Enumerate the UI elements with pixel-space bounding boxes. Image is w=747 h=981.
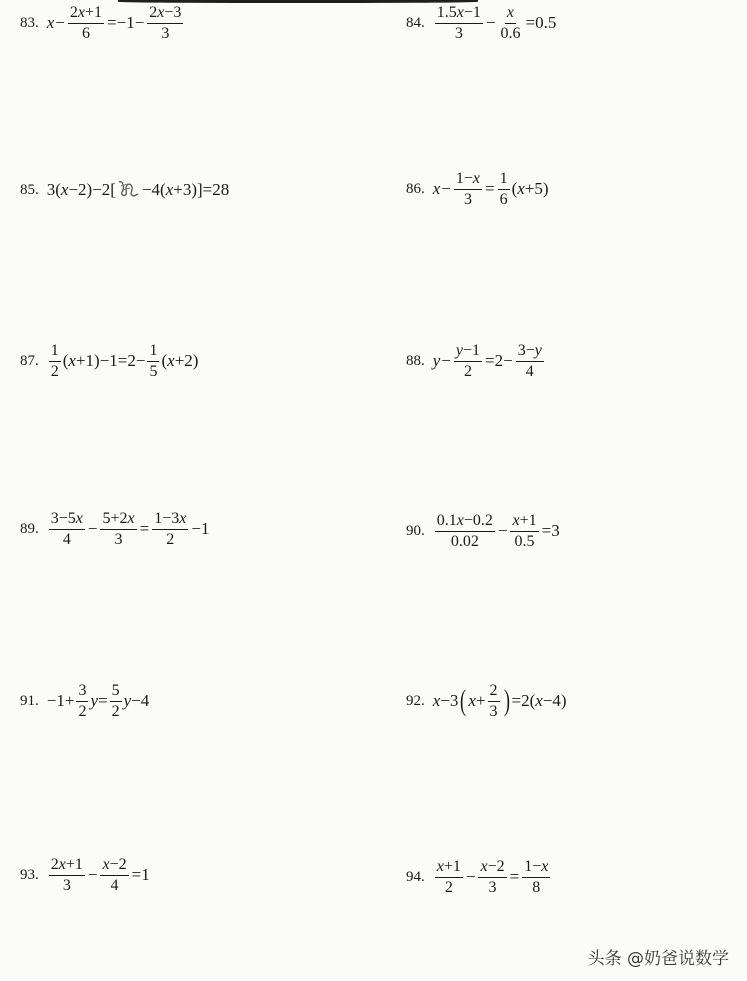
- problem-87: [20, 342, 198, 380]
- problem-84: [406, 4, 557, 42]
- problem-number: 86.: [406, 180, 425, 197]
- watermark: 头条 @奶爸说数学: [587, 949, 729, 969]
- problem-92: [406, 682, 567, 720]
- equation: $\frac{3-5x}{4}$ − $\frac{5+2x}{3}$ = $\frac{1-3x}{2}$ −1: [50, 510, 210, 548]
- equation: x − $\frac{1-x}{3}$ = $\frac{1}{6}$ ( x +5): [432, 170, 549, 208]
- equation: $\frac{1.5x-1}{3}$ − $\frac{x}{0.6}$ =0.5: [436, 4, 557, 42]
- equation: $\frac{x+1}{2}$ − $\frac{x-2}{3}$ = $\frac{1-x}{8}$: [436, 858, 549, 896]
- problem-number: 89.: [20, 520, 39, 537]
- problem-number: 85.: [20, 181, 39, 198]
- problem-94: [406, 858, 552, 896]
- problem-number: 87.: [20, 352, 39, 369]
- equation: $\frac{0.1x-0.2}{0.02}$ − $\frac{x+1}{0.5}$ =3: [436, 512, 560, 550]
- top-border-line: [118, 0, 478, 3]
- problem-number: 94.: [406, 868, 425, 885]
- problem-number: 83.: [20, 14, 39, 31]
- equation: −1+ $\frac{3}{2}$ y = $\frac{5}{2}$ y −4: [46, 682, 150, 720]
- problem-89: [20, 510, 210, 548]
- problem-88: [406, 342, 546, 380]
- problem-86: [406, 170, 549, 208]
- problem-85: [20, 178, 229, 202]
- equation: x −3 ( x + $\frac{2}{3}$ ) =2( x −4): [432, 682, 567, 720]
- problem-number: 84.: [406, 14, 425, 31]
- equation: $\frac{2x+1}{3}$ − $\frac{x-2}{4}$ =1: [50, 856, 150, 894]
- equation: x − $\frac{2x+1}{6}$ =−1− $\frac{2x-3}{3}$: [46, 4, 182, 42]
- problem-83: [20, 4, 185, 42]
- problem-90: [406, 512, 561, 550]
- problem-number: 93.: [20, 866, 39, 883]
- equation: 3( x −2)−2[ −4( x +3)]=28: [47, 178, 230, 202]
- equation: $\frac{1}{2}$ ( x +1)−1=2− $\frac{1}{5}$ ( x +2): [50, 342, 199, 380]
- problem-number: 91.: [20, 692, 39, 709]
- problem-93: [20, 856, 151, 894]
- problem-number: 90.: [406, 522, 425, 539]
- problem-number: 92.: [406, 692, 425, 709]
- problem-91: [20, 682, 149, 720]
- problem-number: 88.: [406, 352, 425, 369]
- pencil-scribble-mark: [116, 178, 142, 202]
- equation: y − $\frac{y-1}{2}$ =2− $\frac{3-y}{4}$: [432, 342, 542, 380]
